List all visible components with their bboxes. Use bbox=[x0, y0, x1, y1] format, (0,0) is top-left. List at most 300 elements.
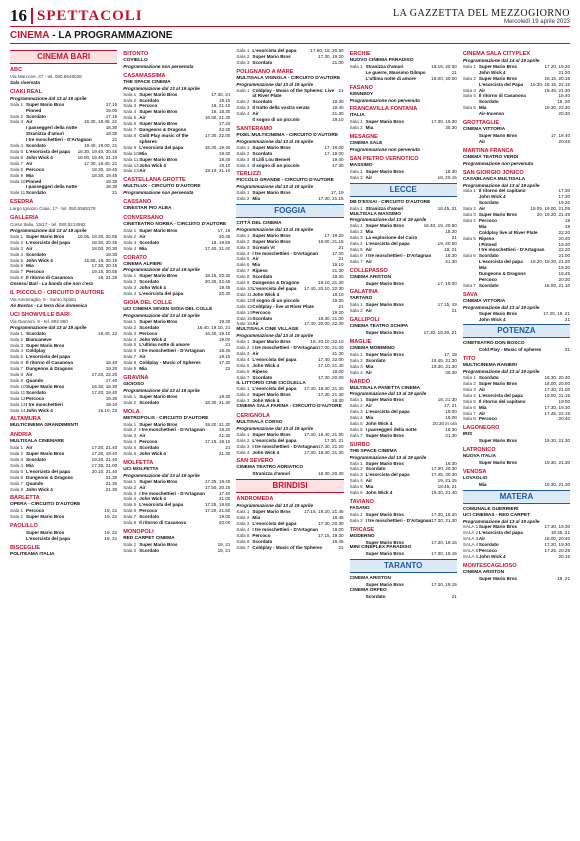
screen-label: Sala 2 bbox=[236, 515, 250, 521]
screening-row bbox=[236, 163, 343, 169]
showtimes: 18, 20.15 bbox=[437, 174, 457, 180]
cinema-name: MINI CINEPLEX PARADISO bbox=[349, 545, 412, 551]
town-name: PAOLILLO bbox=[10, 523, 38, 530]
screen-label: Sala 7 bbox=[10, 480, 24, 486]
film-title: Super Mario Bros bbox=[365, 432, 404, 438]
showtimes: 19.10 bbox=[332, 117, 344, 123]
screen-label: Sala 11 bbox=[236, 291, 252, 297]
programme-note: Programmazione non pervenuta bbox=[462, 160, 534, 166]
screen-label: Sala 3 bbox=[462, 87, 476, 93]
film-title: Coldplay - Music of the Spheres: Live at River Plate bbox=[252, 87, 335, 99]
screening-row bbox=[350, 370, 457, 376]
screen-label: Sala 1 bbox=[10, 508, 24, 514]
screen-label: Sala 2 bbox=[236, 392, 250, 398]
film-title: Super Mario Bros bbox=[252, 190, 291, 196]
showtimes: 18 bbox=[564, 217, 570, 223]
screening-row bbox=[350, 330, 457, 336]
screen-label: Sala 5 bbox=[236, 256, 250, 262]
town-name: CIAKI REAL bbox=[10, 88, 43, 95]
film-title: Air bbox=[139, 115, 146, 121]
film-title: Mia bbox=[252, 515, 261, 521]
film-title: Super Mario Bros bbox=[139, 121, 178, 127]
town-name: TITO bbox=[462, 356, 476, 363]
cinema-name: THE SPACE CINEMA bbox=[123, 79, 171, 85]
screen-label: Sala 1 bbox=[349, 351, 363, 357]
film-title: Scordato bbox=[365, 466, 386, 472]
town-name: MONTESCAGLIOSO bbox=[462, 562, 517, 569]
screen-label: Sala 8 bbox=[123, 132, 137, 138]
screen-label: Sala 2 bbox=[236, 345, 250, 351]
showtimes: 19.10 bbox=[105, 401, 118, 407]
film-title: Air bbox=[478, 87, 486, 93]
film-title: L'esorcista del papa bbox=[252, 286, 297, 291]
showtimes: 17.20, 19.30 bbox=[544, 542, 570, 548]
showtimes: 19.20 bbox=[218, 427, 231, 433]
cinema-name: NUOVO CINEMA PARADISO bbox=[349, 58, 414, 63]
film-title: L'esorcista del papa bbox=[139, 502, 184, 508]
screen-label: Sala 2 bbox=[123, 484, 137, 490]
film-title: L'esorcista del papa bbox=[26, 148, 70, 154]
film-title: Stranizza d'amuri bbox=[365, 205, 404, 211]
cinema-name: OPERA - CIRCUITO D'AUTORE bbox=[10, 502, 81, 508]
screen-label: Sala 2 bbox=[123, 233, 137, 239]
showtimes: 18.30 bbox=[105, 251, 118, 257]
screen-label bbox=[350, 551, 366, 557]
screen-label: Sala 1 bbox=[349, 119, 363, 125]
screening-row bbox=[463, 111, 570, 117]
screen-label: Sala 3 bbox=[349, 409, 363, 415]
cinema-address: Largo Ignazio Ciaia, 17 - tel. 080.5565378 bbox=[10, 206, 96, 212]
film-title: Biancaneve bbox=[26, 336, 52, 342]
showtimes: 17.30 bbox=[332, 162, 344, 168]
film-title: John Wick 4 bbox=[252, 449, 280, 455]
showtimes: 17.30, 19.40 bbox=[91, 451, 118, 457]
screen-label: Sala 14 bbox=[10, 407, 26, 413]
film-title: Scordato bbox=[139, 97, 160, 103]
showtimes: 18.45 bbox=[218, 156, 231, 162]
programme-note: Programmazione non pervenuta bbox=[349, 147, 420, 153]
film-title: L'esorcista del papa bbox=[478, 392, 523, 398]
showtimes: 21 bbox=[564, 347, 570, 353]
screening-row bbox=[236, 60, 343, 66]
town-name: SAN GIORGIO JONICO bbox=[462, 169, 524, 176]
cinema-name: CINESTAR PIO ALBA bbox=[123, 206, 172, 212]
screen-label: Sala 2 bbox=[10, 239, 24, 245]
screen-label: Sala 10 bbox=[10, 383, 26, 389]
showtimes: 17, 19 bbox=[444, 351, 457, 357]
screening-row bbox=[463, 283, 570, 289]
screening-row bbox=[236, 471, 343, 477]
town-name: GROTTAGLIE bbox=[462, 120, 500, 127]
showtimes: 20.30 bbox=[445, 369, 457, 375]
film-title: Scordato bbox=[478, 99, 499, 105]
town-name: CORATO bbox=[123, 254, 147, 261]
showtimes: 19.40, 22 bbox=[98, 330, 118, 336]
film-title: John Wick 4 bbox=[478, 554, 506, 559]
screen-label: Sala 3 bbox=[236, 156, 250, 162]
film-title: John Wick 4 bbox=[26, 257, 53, 263]
screen-label: Sala 12 bbox=[123, 162, 139, 168]
film-title: Air bbox=[365, 308, 372, 314]
showtimes: 18.30, 20.30 bbox=[544, 375, 570, 381]
cinema-name: MODERNO bbox=[349, 533, 375, 539]
showtimes: 19.30 bbox=[332, 99, 344, 105]
screening-row bbox=[463, 416, 570, 422]
showtimes: 17.30, 22.00 bbox=[204, 132, 231, 138]
city-header: FOGGIA bbox=[236, 204, 343, 218]
showtimes: 19.30, 21.30 bbox=[544, 438, 570, 444]
screen-label: Sala 16 bbox=[236, 321, 252, 327]
showtimes: 19.40 bbox=[332, 156, 344, 162]
film-title: Super Mario Bros bbox=[478, 63, 518, 69]
showtimes: 16.30, 19.40 bbox=[204, 144, 231, 150]
screen-label: Sala 3 bbox=[462, 386, 476, 392]
screen-label: Sala 1 bbox=[349, 397, 363, 403]
showtimes: 19.00 bbox=[445, 415, 457, 421]
film-title: Air bbox=[139, 433, 146, 439]
programme-note: Programmazione dal 13 al 19 aprile bbox=[123, 85, 200, 91]
screen-label: Sala 6 bbox=[10, 154, 24, 160]
film-title: Percoco bbox=[139, 330, 158, 336]
showtimes: 19.45 bbox=[332, 538, 344, 544]
film-title: Percoco bbox=[26, 508, 45, 514]
cinema-name: PICCOLO GRANDE - CIRCUITO D'AUTORE bbox=[236, 178, 334, 184]
screen-label: Sala 1 bbox=[462, 188, 476, 194]
cinema-name: CINETEATRO NORBA - CIRCUITO D'AUTORE bbox=[123, 222, 227, 228]
showtimes: 18.30 bbox=[105, 125, 118, 131]
cinema-name: CASABLANCA MULTISALA bbox=[462, 176, 526, 182]
programme-note: Programmazione dal 14 al 19 aprile bbox=[462, 58, 540, 63]
film-title: Dungeons & Dragons bbox=[26, 366, 73, 372]
film-title: Mia bbox=[478, 404, 487, 410]
cinema-name: CINEMA ARISTON bbox=[349, 274, 392, 280]
cinema-name: UCI CINEMAS - RED CARPET bbox=[462, 512, 530, 518]
screen-label: Sala 1 bbox=[349, 302, 363, 308]
showtimes: 17.30, 19.20 bbox=[431, 511, 457, 517]
film-title: Air bbox=[478, 410, 486, 416]
screening-row bbox=[123, 400, 230, 406]
film-title: L'esorcista del papa bbox=[365, 409, 410, 415]
showtimes: 21 bbox=[564, 316, 570, 322]
programme-note: Programmazione dal 13 al 19 aprile bbox=[349, 454, 427, 460]
showtimes: 19.30, 21.40 bbox=[91, 457, 118, 463]
listing-columns bbox=[10, 48, 570, 840]
showtimes: 17.00, 21.00 bbox=[318, 345, 344, 351]
cinema-name: THE SPACE CINEMA bbox=[349, 448, 397, 454]
film-title: I Pinned bbox=[478, 241, 497, 247]
showtimes: 18.30 bbox=[445, 168, 457, 174]
film-title: I tre moschettieri - D'Artagnan bbox=[478, 247, 545, 253]
town-name: ESEDRA bbox=[10, 199, 34, 206]
town-name: MAGLIE bbox=[349, 339, 372, 345]
showtimes: 18.00, 21.15 bbox=[318, 238, 344, 244]
film-title: Il sogno di un piccolo bbox=[252, 297, 300, 303]
cinema-name: GIOIOSO bbox=[123, 381, 144, 387]
showtimes: 16.30, 18.30 bbox=[91, 383, 118, 389]
film-title: Percoco bbox=[26, 395, 45, 401]
screening-row bbox=[10, 514, 117, 520]
screen-label: Sala 3 bbox=[349, 363, 363, 369]
showtimes: 19.30, 21.30 bbox=[431, 363, 457, 369]
showtimes: 18.00, 21.10 bbox=[544, 282, 570, 288]
screen-label: Sala 5 bbox=[10, 468, 24, 474]
town-name: COLLEPASSO bbox=[349, 267, 388, 274]
film-title: Pinned bbox=[26, 178, 42, 184]
film-title: Super Mario Bros bbox=[365, 302, 404, 308]
showtimes: 20.30 bbox=[218, 291, 231, 297]
screen-label: Sala 10 bbox=[236, 286, 252, 291]
cinema-name: CINEMA SALE bbox=[349, 141, 383, 147]
showtimes: 20.40 bbox=[558, 416, 570, 422]
cinema-name: MULTILUX - CIRCUITO D'AUTORE bbox=[123, 184, 201, 190]
cinema-name: CINEMA ARISTON bbox=[349, 576, 392, 582]
showtimes: 18, 20.10, 22.10 bbox=[310, 339, 344, 345]
showtimes: 22.20 bbox=[558, 229, 570, 235]
screen-label: Sala 1 bbox=[123, 478, 137, 484]
film-title: Dungeons & Dragons bbox=[139, 127, 187, 133]
showtimes: 18.45 bbox=[332, 515, 344, 521]
screen-label: SALA 6 bbox=[462, 554, 479, 559]
programme-note: Programmazione dal 13 al 19 aprile bbox=[236, 81, 314, 87]
screen-label: Sala 8 bbox=[10, 166, 24, 172]
screen-label: Sala 5 bbox=[123, 502, 137, 508]
film-title: I tre moschettieri bbox=[26, 401, 64, 407]
screen-label: Sala 1 bbox=[236, 87, 250, 93]
cinema-name: KENNEDY bbox=[349, 91, 374, 97]
film-title: L'esorcista del papa bbox=[252, 356, 297, 362]
film-title: I passeggeri della notte bbox=[365, 426, 417, 432]
screen-label: Sala 5 bbox=[10, 148, 24, 154]
screen-label: Sala 3 bbox=[236, 350, 250, 356]
screen-label: Sala 3 bbox=[10, 342, 24, 348]
film-title: Super Mario Bros bbox=[139, 393, 178, 399]
cinema-name: PIXEL MULTICINEMA - CIRCUITO D'AUTORE bbox=[236, 132, 339, 138]
screen-label: Sala 1 bbox=[349, 63, 363, 69]
screening-row bbox=[350, 594, 457, 600]
screen-label: Sala 7 bbox=[236, 544, 250, 550]
listing-column-1 bbox=[10, 48, 117, 840]
showtimes: 16.30, 21.30 bbox=[204, 115, 231, 121]
showtimes: 20.30 bbox=[558, 111, 570, 117]
film-title: Super Mario Bros bbox=[252, 392, 291, 398]
screening-row bbox=[236, 117, 343, 123]
showtimes: 18.40 bbox=[558, 93, 570, 99]
showtimes: 17, 19.00 bbox=[437, 280, 457, 286]
film-title: Stranizza d'amuri bbox=[365, 63, 404, 69]
cinema-name: IRIS bbox=[462, 432, 473, 438]
cinema-name: COMUNALE GUERRIERI bbox=[462, 506, 519, 512]
screen-label bbox=[463, 460, 479, 466]
town-name: GALATINA bbox=[349, 289, 379, 296]
film-title: Super Mario Bros bbox=[139, 478, 178, 484]
screen-label: Sala 7 bbox=[123, 354, 137, 360]
film-title: Air bbox=[478, 138, 486, 144]
showtimes: 17.30, 19.15 bbox=[431, 551, 457, 557]
showtimes: 17.30 bbox=[218, 360, 231, 366]
film-title: I tre moschettieri - D'Artagnan bbox=[252, 443, 319, 449]
showtimes: 17.45, 22.15 bbox=[544, 410, 570, 416]
showtimes: 21.00 bbox=[558, 253, 570, 259]
film-title: John Wick 4 bbox=[26, 154, 53, 160]
showtimes: 17.30, 19.30 bbox=[544, 524, 570, 530]
showtimes: 18.00, 20.40 bbox=[544, 536, 570, 542]
showtimes: 21 bbox=[338, 544, 344, 550]
screen-label bbox=[236, 117, 252, 123]
film-title: Scordato bbox=[478, 253, 499, 259]
showtimes: 18.40, 19.00, 21 bbox=[83, 143, 118, 149]
showtimes: 18, 21.30 bbox=[437, 397, 457, 403]
screen-label: Sala 8 bbox=[10, 486, 24, 492]
programme-note: Programmazione dal 13 al 19 aprile bbox=[123, 312, 200, 318]
showtimes: 18.30 bbox=[105, 131, 118, 137]
screen-label bbox=[463, 438, 479, 444]
town-name: ANDROMEDA bbox=[236, 496, 274, 503]
screen-label: Sala 6 bbox=[10, 263, 24, 269]
showtimes: 16.30, 18.15, 22.15 bbox=[530, 81, 570, 87]
film-title: Air bbox=[139, 233, 146, 239]
showtimes: 17, 19 bbox=[217, 227, 231, 233]
screening-row bbox=[350, 206, 457, 212]
film-title: L'esorcista del papa bbox=[26, 468, 70, 474]
showtimes: 17.15, 19 bbox=[437, 302, 457, 308]
screen-label: Sala 3 bbox=[462, 212, 476, 218]
screening-row bbox=[123, 520, 230, 526]
screen-label: Sala 1 bbox=[236, 509, 250, 515]
film-title: Super Mario Bros bbox=[478, 460, 518, 466]
film-title: Il tratto della vostra serata bbox=[252, 105, 310, 111]
film-title: L'esorcista del Papa bbox=[478, 81, 524, 87]
town-name: CASTELLANA GROTTE bbox=[123, 177, 186, 184]
film-title: Super Mario Bros bbox=[365, 460, 404, 466]
showtimes: 17.30, 19.30 bbox=[544, 404, 570, 410]
film-title: Mia bbox=[478, 105, 487, 111]
film-title: L'esorcista del papa bbox=[139, 291, 184, 297]
showtimes: 17.30, 19.30 bbox=[431, 119, 457, 125]
screen-label: Sala 2 bbox=[123, 97, 137, 103]
town-name: ABC bbox=[10, 67, 23, 73]
showtimes: 21.00 bbox=[218, 496, 231, 502]
film-title: Mia bbox=[252, 262, 261, 268]
screen-label: Sala 2 bbox=[123, 279, 137, 285]
film-title: I tre moschettieri - D'Artagnan bbox=[139, 348, 205, 354]
film-title: Air bbox=[365, 369, 372, 375]
town-name: MOLA bbox=[123, 408, 140, 415]
cinema-name: CINEMA TEATRO ADRIATICO bbox=[236, 465, 304, 471]
film-title: I tre moschettieri - D'Artagnan bbox=[139, 427, 205, 433]
showtimes: 20.15 bbox=[558, 554, 570, 559]
film-title: Il Lilli Lou Benvel bbox=[252, 156, 291, 162]
screening-row bbox=[10, 190, 117, 196]
film-title: Scordato bbox=[252, 374, 273, 380]
screen-label: Sala 5 bbox=[236, 532, 250, 538]
film-title: Cold Play - Music of spheres bbox=[478, 347, 542, 353]
screen-label: Sala 6 bbox=[123, 508, 137, 514]
town-name: SAVA bbox=[462, 291, 478, 298]
screen-label: Sala 1 bbox=[123, 421, 137, 427]
film-title: Air bbox=[26, 245, 33, 251]
screen-label: Sala 2 bbox=[123, 399, 137, 405]
showtimes: 17.20 bbox=[332, 250, 344, 256]
showtimes: 21 bbox=[112, 190, 118, 196]
showtimes: 17.15 bbox=[105, 113, 118, 119]
town-name: CINEMA SALA CITYPLEX bbox=[462, 51, 531, 57]
page-number: 16 bbox=[10, 6, 27, 25]
cinema-name: MULTISALA CORSO bbox=[236, 420, 283, 426]
showtimes: 18.00, 20.00 bbox=[544, 380, 570, 386]
screening-row bbox=[236, 545, 343, 551]
showtimes: 17.30 bbox=[558, 194, 570, 200]
cinema-name: UCI CINEMA SEVEN GIOIA DEL COLLE bbox=[123, 307, 213, 312]
showtimes: 19.00 bbox=[218, 514, 231, 520]
screen-label: Sala 2 bbox=[349, 403, 363, 409]
showtimes: 19.20 bbox=[332, 297, 344, 303]
showtimes: 16.10, 22 bbox=[98, 407, 118, 413]
film-title: Mia bbox=[26, 462, 34, 468]
town-name: MONOPOLI bbox=[123, 529, 154, 535]
showtimes: 21.30 bbox=[218, 451, 231, 457]
screen-label: Sala 12 bbox=[10, 395, 26, 401]
showtimes: 17.15, 19.15 bbox=[204, 439, 231, 445]
town-name: TERLIZZI bbox=[236, 171, 261, 178]
showtimes: 19.30 bbox=[558, 265, 570, 271]
screening-row bbox=[350, 259, 457, 265]
film-title: Air bbox=[252, 256, 259, 262]
cinema-name: MULTISALA MASSIMO bbox=[349, 211, 402, 217]
showtimes: 21.30 bbox=[218, 433, 231, 439]
screen-label: Sala 2 bbox=[462, 206, 476, 212]
cinema-name: MULTISALA VIGNOLA - CIRCUITO D'AUTORE bbox=[236, 75, 341, 81]
showtimes: 17.30, 19.15 bbox=[431, 582, 457, 588]
showtimes: 18.45, 21.30 bbox=[544, 87, 570, 93]
screen-label: SALA 5 bbox=[462, 548, 479, 554]
screen-label: Sala 2 bbox=[349, 517, 363, 523]
showtimes: 18.30, 21.00 bbox=[318, 315, 344, 321]
showtimes: 17.15, 19.30 bbox=[318, 532, 344, 538]
town-name: BARLETTA bbox=[10, 495, 40, 502]
film-title: Scordato bbox=[252, 150, 273, 156]
screen-label: SALA 4 bbox=[462, 542, 479, 548]
screen-label: Sala 2 bbox=[10, 336, 24, 342]
programme-note: Sala riservata bbox=[10, 79, 40, 85]
showtimes: 19.20 bbox=[558, 200, 570, 206]
showtimes: 17.30, 19.30, 21.30 bbox=[304, 386, 344, 392]
showtimes: 18.00, 20.00 bbox=[431, 75, 457, 81]
screen-label: Sala 9 bbox=[10, 377, 24, 383]
screening-row bbox=[463, 576, 570, 582]
screen-label: Sala 8 bbox=[236, 274, 250, 280]
screen-label: Sala 2 bbox=[123, 427, 137, 433]
showtimes: 21 bbox=[451, 308, 457, 314]
showtimes: 17.30, 19.40, 21.50 bbox=[304, 431, 344, 437]
showtimes: 17.30, 19.30, 21.30 bbox=[304, 449, 344, 455]
film-title: Scordato bbox=[252, 59, 273, 65]
screen-label: Sala 4 bbox=[462, 217, 476, 223]
film-title: Il sogno di un piccolo bbox=[252, 117, 300, 123]
screen-label: Sala 11 bbox=[10, 389, 26, 395]
showtimes: 21.30 bbox=[445, 432, 457, 438]
film-title: Dungeons & Dragons bbox=[478, 271, 526, 277]
screen-label bbox=[10, 536, 26, 542]
showtimes: 22.30 bbox=[218, 127, 231, 133]
screening-row bbox=[350, 175, 457, 181]
cinema-address: Via Marcone, 47 - tel. 080.5648028 bbox=[10, 74, 82, 79]
showtimes: 19, 21.15 bbox=[437, 478, 457, 484]
programme-note: Programmazione dal 13 al 19 aprile bbox=[349, 217, 427, 223]
screen-label: Sala 3 bbox=[123, 433, 137, 439]
film-title: La esplosione del Cairo bbox=[365, 235, 418, 241]
showtimes: 18.30 bbox=[445, 252, 457, 258]
film-title: Scordato bbox=[252, 99, 273, 105]
